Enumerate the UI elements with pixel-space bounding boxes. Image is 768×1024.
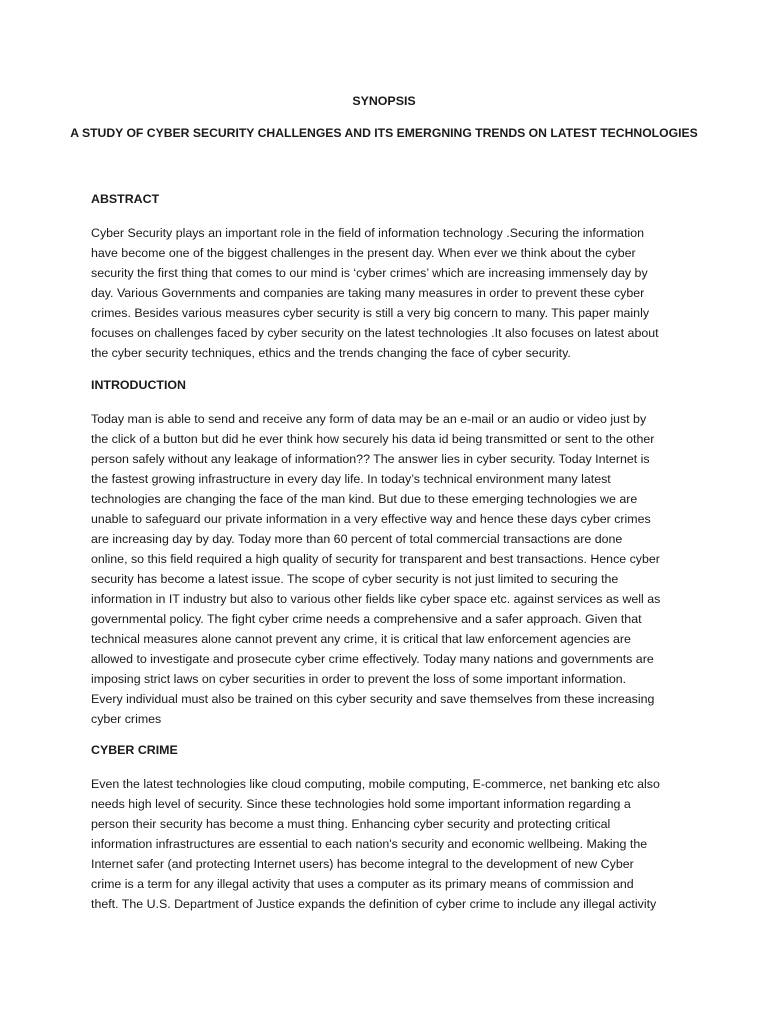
section-heading-introduction: INTRODUCTION xyxy=(91,378,186,392)
paragraph-line: focuses on challenges faced by cyber security on the latest technologies .It also focuses on latest about xyxy=(91,326,659,340)
paragraph-line: online, so this field required a high quality of security for transparent and best transactions. Hence cyber xyxy=(91,552,660,566)
paragraph-line: person safely without any leakage of information?? The answer lies in cyber security. Today Internet is xyxy=(91,452,650,466)
paragraph-line: allowed to investigate and prosecute cyber crime effectively. Today many nations and governments are xyxy=(91,652,654,666)
paragraph-line: Cyber Security plays an important role in the field of information technology .Securing the information xyxy=(91,226,645,240)
paragraph-line: the click of a button but did he ever think how securely his data id being transmitted or sent to the other xyxy=(91,432,655,446)
section-heading-abstract: ABSTRACT xyxy=(91,192,160,206)
introduction-paragraph xyxy=(91,409,691,729)
paragraph-line: crime is a term for any illegal activity that uses a computer as its primary means of commission and xyxy=(91,877,634,891)
paragraph-line: imposing strict laws on cyber securities in order to prevent the loss of some important information. xyxy=(91,672,627,686)
paragraph-line: cyber crimes xyxy=(91,712,162,726)
paragraph-line: technologies are changing the face of the man kind. But due to these emerging technologies we are xyxy=(91,492,638,506)
paragraph-line: the cyber security techniques, ethics and the trends changing the face of cyber security. xyxy=(91,346,571,360)
paragraph-line: theft. The U.S. Department of Justice expands the definition of cyber crime to include any illegal activity xyxy=(91,897,657,911)
paragraph-line: unable to safeguard our private information in a very effective way and hence these days cyber crimes xyxy=(91,512,651,526)
paragraph-line: information in IT industry but also to various other fields like cyber space etc. against services as well as xyxy=(91,592,661,606)
paragraph-line: person their security has become a must thing. Enhancing cyber security and protecting critical xyxy=(91,817,611,831)
paragraph-line: Internet safer (and protecting Internet users) has become integral to the development of new Cyber xyxy=(91,857,634,871)
paragraph-line: Even the latest technologies like cloud computing, mobile computing, E-commerce, net banking etc also xyxy=(91,777,660,791)
paragraph-line: security the first thing that comes to our mind is ‘cyber crimes’ which are increasing immensely day by xyxy=(91,266,648,280)
paragraph-line: governmental policy. The fight cyber crime needs a comprehensive and a safer approach. Given that xyxy=(91,612,642,626)
paragraph-line: Today man is able to send and receive any form of data may be an e-mail or an audio or video just by xyxy=(91,412,647,426)
paragraph-line: day. Various Governments and companies are taking many measures in order to prevent these cyber xyxy=(91,286,645,300)
paragraph-line: security has become a latest issue. The scope of cyber security is not just limited to securing the xyxy=(91,572,619,586)
paragraph-line: are increasing day by day. Today more than 60 percent of total commercial transactions are done xyxy=(91,532,623,546)
paragraph-line: have become one of the biggest challenges in the present day. When ever we think about the cyber xyxy=(91,246,636,260)
paragraph-line: Every individual must also be trained on this cyber security and save themselves from these increasing xyxy=(91,692,655,706)
paragraph-line: needs high level of security. Since these technologies hold some important information regarding a xyxy=(91,797,631,811)
cyber-crime-paragraph xyxy=(91,774,691,914)
abstract-paragraph xyxy=(91,223,691,363)
paragraph-line: information infrastructures are essential to each nation's security and economic wellbeing. Making the xyxy=(91,837,648,851)
paragraph-line: crimes. Besides various measures cyber security is still a very big concern to many. This paper mainly xyxy=(91,306,650,320)
paragraph-line: technical measures alone cannot prevent any crime, it is critical that law enforcement agencies are xyxy=(91,632,631,646)
synopsis-label: SYNOPSIS xyxy=(352,94,416,108)
paragraph-line: the fastest growing infrastructure in every day life. In today’s technical environment many latest xyxy=(91,472,611,486)
section-heading-cyber-crime: CYBER CRIME xyxy=(91,743,178,757)
document-title: A STUDY OF CYBER SECURITY CHALLENGES AND ITS EMERGNING TRENDS ON LATEST TECHNOLOGIES xyxy=(70,126,698,140)
